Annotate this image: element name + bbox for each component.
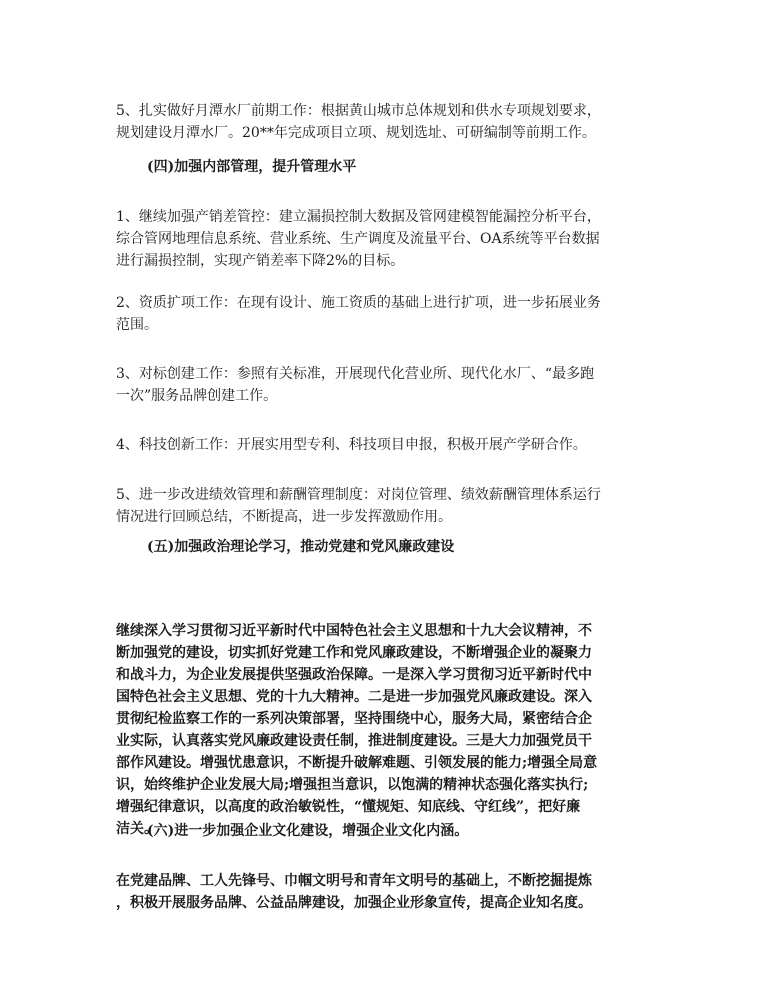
paragraph-benchmark: 3、对标创建工作：参照有关标准，开展现代化营业所、现代化水厂、“最多跑 一次”服务品牌创建工作。 <box>116 366 595 404</box>
paragraph-political-study: 继续深入学习贯彻习近平新时代中国特色社会主义思想和十九大会议精神，不 断加强党的建设，切实抓好党建工作和党风廉政建设，不断增强企业的凝聚力 和战斗力，为企业发展提供坚强政治保障。一是深入学习贯彻习近平新时代中 国特色社会主义思想、党的十九大精神。二是进一步加强党风廉政建设。深入 贯彻纪检监察工作的一系列决策部署，坚持围绕中心，服务大局，紧密结合企 业实际，认真落实党风廉政建设责任制，推进制度建设。三是大力加强党员干 部作风建设。增强忧患意识，不断提升破解难题、引领发展的能力;增强全局意 识，始终维护企业发展大局;增强担当意识，以饱满的精神状态强化落实执行; 增强纪律意识，以高度的政治敏锐性，“懂规矩、知底线、守红线”，把好廉 洁关。 <box>116 623 598 837</box>
paragraph-innovation: 4、科技创新工作：开展实用型专利、科技项目申报，积极开展产学研合作。 <box>116 437 587 453</box>
paragraph-brand-building: 在党建品牌、工人先锋号、巾帼文明号和青年文明号的基础上，不断挖掘提炼 ，积极开展服务品牌、公益品牌建设，加强企业形象宣传，提高企业知名度。 <box>116 873 592 911</box>
section-heading-party-building: (五)加强政治理论学习，推动党建和党风廉政建设 <box>147 539 455 555</box>
section-heading-corporate-culture: (六)进一步加强企业文化建设，增强企业文化内涵。 <box>147 823 469 839</box>
paragraph-loss-control: 1、继续加强产销差管控：建立漏损控制大数据及管网建模智能漏控分析平台， 综合管网地理信息系统、营业系统、生产调度及流量平台、OA系统等平台数据 进行漏损控制，实现产销差率下降2%的目标。 <box>116 209 601 269</box>
paragraph-qualification: 2、资质扩项工作：在现有设计、施工资质的基础上进行扩项，进一步拓展业务 范围。 <box>116 295 601 333</box>
paragraph-yuetan-plant: 5、扎实做好月潭水厂前期工作：根据黄山城市总体规划和供水专项规划要求， 规划建设月潭水厂。20**年完成项目立项、规划选址、可研编制等前期工作。 <box>116 103 601 141</box>
section-heading-internal-management: (四)加强内部管理，提升管理水平 <box>147 159 357 175</box>
paragraph-performance: 5、进一步改进绩效管理和薪酬管理制度：对岗位管理、绩效薪酬管理体系运行 情况进行回顾总结，不断提高，进一步发挥激励作用。 <box>116 487 601 525</box>
